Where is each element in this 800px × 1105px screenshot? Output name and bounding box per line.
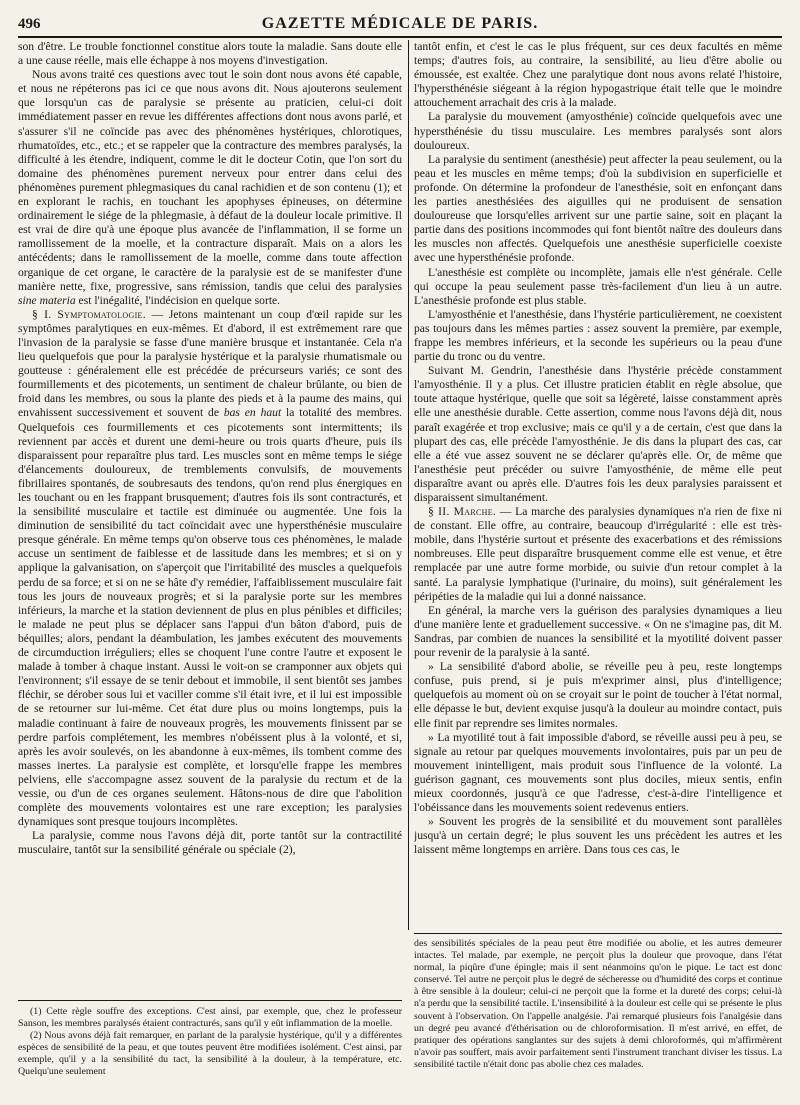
footnote: (1) Cette règle souffre des exceptions. C'est ainsi, par exemple, que, chez le professeur Sanson, les membres paralysés étaient contracturés, sans qu'il y eût inflammation de la moelle. (18, 1006, 402, 1030)
paragraph: Nous avons traité ces questions avec tout le soin dont nous avons été capable, et nous ne répéterons pas ici ce que nous avons dit. Nous ajouterons seulement que lorsqu'un cas de paralysie se présente au praticien, celui-ci doit immédiatement passer en revue les différentes affections dont nous avons parlé, et s'assurer s'il ne coïncide pas avec des phénomènes hystériques, chlorotiques, rhumatoïdes, etc., etc.; et se rappeler que la contracture des membres paralysés, la difficulté à les étendre, indiquent, comme le dit le docteur Cotin, que l'on sort du domaine des phénomènes purement nerveux pour entrer dans celui des phénomènes purement phlegmasiques du canal rachidien et de son contenu (1); et en explorant le rachis, en touchant les apophyses épineuses, on détermine ordinairement le siége de la phlegmasie, à défaut de la douleur locale primitive. Il est vrai de dire qu'à une époque plus avancée de l'inflammation, il se forme un ramollissement de la moelle, et la contracture disparaît. Mais on a alors les antécédents; dans le ramollissement de la moelle, comme dans toute affection organique de cet organe, le caractère de la paralysie est de se manifester d'une manière nette, fixe, progressive, sans rémission, tandis que celui des paralysies sine materia est l'inégalité, l'indécision en quelque sorte. (18, 68, 402, 307)
paragraph: La paralysie, comme nous l'avons déjà dit, porte tantôt sur la contractilité musculaire, tantôt sur la sensibilité générale ou spéciale (2), (18, 829, 402, 857)
footnote-divider (18, 1000, 402, 1001)
italic-text: bas en haut (223, 406, 282, 420)
paragraph: » La sensibilité d'abord abolie, se réveille peu à peu, reste longtemps confuse, puis prend, si je puis m'exprimer ainsi, plus d'intelligence; quelquefois au moment où on se croyait sur le point de toucher à l'état normal, elle dépasse le but, devient exquise jusqu'à la douleur au moindre contact, puis elle finit par reprendre ses limites normales. (414, 660, 782, 730)
paragraph: La paralysie du mouvement (amyosthénie) coïncide quelquefois avec une hypersthénésie du tissu musculaire. Les membres paralysés sont alors douloureux. (414, 110, 782, 152)
newspaper-page (18, 10, 782, 1098)
footnotes-right (414, 938, 782, 1098)
footnote: (2) Nous avons déjà fait remarquer, en parlant de la paralysie hystérique, qu'il y a différentes espèces de sensibilité de la peau, et que toutes peuvent être modifiées isolément. C'est ainsi, par exemple, qu'il y a la sensibilité du tact, la sensibilité à la douleur, à la température, etc. Quelqu'une seulement (18, 1030, 402, 1078)
paragraph: Suivant M. Gendrin, l'anesthésie dans l'hystérie précède constamment l'amyosthénie. Il y a plus. Cet illustre praticien établit en règle absolue, que toute attaque hystérique, quelle que soit sa légèreté, laisse constamment après elle une anesthésie durable. Cette assertion, comme nous l'avons déjà dit, nous paraît exagérée et trop exclusive; mais ce qu'il y a de certain, c'est que dans la plupart des cas, elle précède l'amyosthénie. Je dis dans la plupart des cas, car elle a été vue assez souvent ne se déclarer qu'après elle. Or, de même que l'anesthésie peut précéder ou suivre l'amyosthénie, de même elle peut disparaître avant ou après elle. D'autres fois les deux paralysies paraissent et disparaissent simultanément. (414, 364, 782, 504)
section-marche: § II. Marche. — La marche des paralysies dynamiques n'a rien de fixe ni de constant. Elle offre, au contraire, beaucoup d'irrégularité : elle est très-mobile, dans l'hystérie surtout et présente des exacerbations et des rémissions nombreuses. Elle peut disparaître brusquement comme elle est venue, et être remplacée par une autre forme morbide, ou suivie d'un retour complet à la santé. La paralysie lymphatique (l'urinaire, du moins), suit généralement les péripéties de la maladie qui lui a donné naissance. (414, 505, 782, 603)
left-column (18, 40, 402, 998)
paragraph: » Souvent les progrès de la sensibilité et du mouvement sont parallèles jusqu'à un certain degré; le plus souvent les uns précèdent les autres et les laissent même longtemps en arrière. Dans tous ces cas, le (414, 815, 782, 857)
paragraph: L'anesthésie est complète ou incomplète, jamais elle n'est générale. Celle qui occupe la peau seulement passe très-facilement d'un lieu à un autre. L'anesthésie profonde est plus stable. (414, 265, 782, 307)
paragraph: La paralysie du sentiment (anesthésie) peut affecter la peau seulement, ou la peau et les muscles en même temps; d'où la subdivision en superficielle et profonde. On détermine la profondeur de l'anesthésie, soit en enfonçant dans les parties anesthésiées des aiguilles qui ne produisent de sensation douloureuse que lorsqu'elles arrivent sur une partie saine, soit en plaçant la partie dans des positions incommodes qui font bientôt naître des douleurs dans les muscles non affectés. Quelquefois une anesthésie superficielle coexiste avec une hypersthénésie profonde. (414, 152, 782, 265)
section-heading: § II. Marche. (428, 505, 497, 519)
section-symptomatologie: § I. Symptomatologie. — Jetons maintenant un coup d'œil rapide sur les symptômes paralytiques en eux-mêmes. Et d'abord, il est extrêmement rare que l'invasion de la paralysie se fasse d'une manière brusque et instantanée. Cela n'a lieu quelquefois que pour la paralysie hystérique et la paralysie rhumatismale ou goutteuse : généralement elle est précédée de précurseurs variés; ce sont des fourmillements et des picotements, un sentiment de chaleur brûlante, ou bien de froid dans les membres, ou sous la plante des pieds et à la paume des mains, qui envahissent successivement et souvent de bas en haut la totalité des membres. Quelquefois ces fourmillements et ces picotements sont intermittents; ils reviennent par accès et durent une demi-heure ou trois quarts d'heure, puis ils disparaissent pour reparaître plus tard. Les muscles sont en même temps le siége d'élancements douloureux, de tremblements convulsifs, de mouvements fibrillaires spontanés, de soubresauts des tendons, qu'on rend plus énergiques en les touchant ou en les frappant brusquement; d'autres fois ils sont contracturés, et la sensibilité musculaire et tactile est diminuée ou augmentée. Une fois la diminution de sensibilité du tact coïncidait avec une hypersthénésie musculaire presque générale. En même temps qu'on observe tous ces phénomènes, le malade accuse un sentiment de faiblesse et de lassitude dans les membres; et si on y applique la galvanisation, on s'aperçoit que l'irritabilité des muscles a quelquefois perdu de sa force; et si on ne se hâte d'y remédier, l'affaiblissement musculaire fait tous les jours de nouveaux progrès; et si la paralysie porte sur les membres inférieurs, la marche et la station deviennent de plus en plus pénibles et difficiles; le malade ne peut plus se déplacer sans l'appui d'un bâton d'abord, puis de béquilles; alors, pendant la déambulation, les jambes exécutent des mouvements de circumduction irréguliers; elles se choquent l'une contre l'autre et exposent le malade à tomber à chaque instant. Aussi le voit-on se cramponner aux objets qui l'environnent; s'il essaye de se tenir debout et immobile, il sent bientôt ses jambes fléchir, se dérober sous lui et vaciller comme s'il était ivre, et il lui est impossible de se retourner sur lui-même. Cet état dure plus ou moins longtemps, puis la maladie continuant à faire de nouveaux progrès, les mouvements finissent par se perdre parfois complétement, les membres n'obéissent plus à la volonté, et si, après les avoir soulevés, on les abandonne à eux-mêmes, ils tombent comme des masses inertes. La paralysie est complète, et lorsqu'elle frappe les membres pelviens, elle s'accompagne assez souvent de la paralysie du rectum et de la vessie, ou d'un de ces organes seulement. Hâtons-nous de dire que l'abolition complète des mouvements volontaires est une rare exception; les paralysies dynamiques sont presque toujours incomplètes. (18, 307, 402, 829)
paragraph: L'amyosthénie et l'anesthésie, dans l'hystérie particulièrement, ne coexistent pas toujours dans les mêmes parties : assez souvent la première, par exemple, frappe les membres inférieurs, et la seconde les supérieurs ou la peau d'une partie du tronc ou du ventre. (414, 307, 782, 364)
paragraph: son d'être. Le trouble fonctionnel constitue alors toute la maladie. Sans doute elle a une cause réelle, mais elle échappe à nos moyens d'investigation. (18, 40, 402, 68)
paragraph: tantôt enfin, et c'est le cas le plus fréquent, sur ces deux facultés en même temps; d'autres fois, au contraire, la sensibilité, au lieu d'être abolie ou émoussée, est exaltée. Chez une paralytique dont nous avons relaté l'histoire, l'hypersthénésie siégeant à la région hypogastrique était telle que le moindre attouchement arrachait des cris à la malade. (414, 40, 782, 110)
page-number: 496 (18, 16, 41, 32)
section-heading: § I. Symptomatologie. (32, 307, 146, 321)
paragraph: En général, la marche vers la guérison des paralysies dynamiques a lieu d'une manière lente et graduellement successive. « On ne s'imagine pas, dit M. Sandras, par combien de nuances la sensibilité et la myotilité doivent passer pour revenir de la paralysie à la santé. (414, 603, 782, 660)
column-divider (408, 40, 409, 930)
page-header (18, 10, 782, 38)
footnotes-left (18, 1006, 402, 1098)
italic-text: sine materia (18, 293, 76, 307)
paragraph: » La myotilité tout à fait impossible d'abord, se réveille aussi peu à peu, se signale au retour par quelques mouvements involontaires, puis par un peu de mouvement inintelligent, mais produit sous l'influence de la volonté. La guérison gagnant, ces mouvements sont plus dociles, mieux sentis, enfin mieux coordonnés, jusqu'à ce que l'adresse, c'est-à-dire l'intelligence et l'obéissance dans les mouvements soient redevenus entiers. (414, 730, 782, 815)
footnote-divider (414, 933, 782, 934)
footnote-continuation: des sensibilités spéciales de la peau peut être modifiée ou abolie, et les autres demeurer intactes. Tel malade, par exemple, ne perçoit plus la douleur que provoque, dans l'état normal, la piqûre d'une épingle; mais il sent néanmoins qu'on le pique. Le tact est donc conservé. Tel autre ne perçoit plus le degré de sécheresse ou d'humidité des corps et continue à être sensible à la douleur; celui-ci ne perçoit que la forme et la dureté des corps; celui-là n'a perdu que la sensibilité tactile. L'insensibilité à la douleur est celle qui se présente le plus souvent à l'observation. On l'appelle analgésie. J'ai remarqué plusieurs fois l'analgésie dans un degré peu avancé d'éthérisation ou de chloroformisation. Il m'est arrivé, en effet, de pratiquer des opérations sanglantes sur des sujets à demi chloroformés, qui m'affirmèrent n'avoir pas souffert, mais avoir parfaitement senti l'instrument tranchant diviser les tissus. La sensibilité tactile n'était donc pas abolie chez ces malades. (414, 938, 782, 1070)
page-body (18, 40, 782, 1098)
right-column (414, 40, 782, 930)
running-title: GAZETTE MÉDICALE DE PARIS. (261, 15, 539, 32)
